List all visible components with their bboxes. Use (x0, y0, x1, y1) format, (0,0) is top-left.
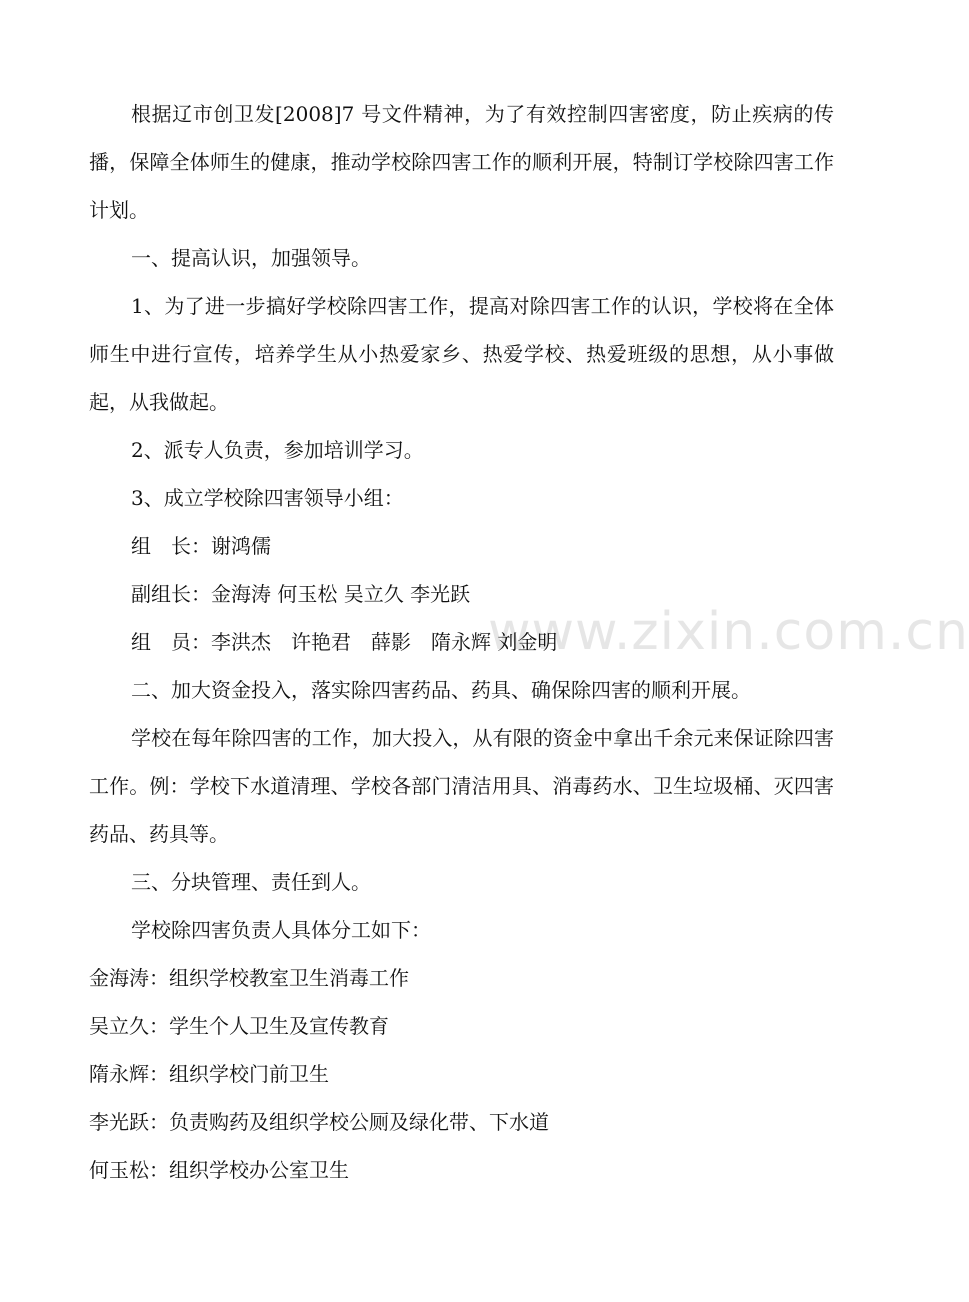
section-heading-3: 三、分块管理、责任到人。 (131, 870, 371, 894)
duty-line: 金海涛：组织学校教室卫生消毒工作 (89, 966, 409, 990)
duty-line: 隋永辉：组织学校门前卫生 (89, 1062, 329, 1086)
duty-line: 李光跃：负责购药及组织学校公厕及绿化带、下水道 (89, 1110, 549, 1134)
division-intro: 学校除四害负责人具体分工如下： (131, 918, 431, 942)
paragraph-item-1: 1、为了进一步搞好学校除四害工作，提高对除四害工作的认识，学校将在全体师生中进行宣传，培养学生从小热爱家乡、热爱学校、热爱班级的思想，从小事做起，从我做起。 (89, 294, 834, 414)
paragraph-intro: 根据辽市创卫发[2008]7 号文件精神，为了有效控制四害密度，防止疾病的传播，保障全体师生的健康，推动学校除四害工作的顺利开展，特制订学校除四害工作计划。 (89, 102, 834, 222)
leader-line: 组 长：谢鸿儒 (131, 534, 271, 558)
paragraph-funding: 学校在每年除四害的工作，加大投入，从有限的资金中拿出千余元来保证除四害工作。例：学校下水道清理、学校各部门清洁用具、消毒药水、卫生垃圾桶、灭四害药品、药具等。 (89, 726, 834, 846)
section-heading-2: 二、加大资金投入，落实除四害药品、药具、确保除四害的顺利开展。 (131, 678, 751, 702)
paragraph-item-3: 3、成立学校除四害领导小组： (131, 486, 404, 510)
duty-line: 何玉松：组织学校办公室卫生 (89, 1158, 349, 1182)
members-line: 组 员：李洪杰 许艳君 薛影 隋永辉 刘金明 (131, 630, 558, 654)
watermark-text: www.zixin.com.cn (488, 602, 969, 662)
paragraph-item-2: 2、派专人负责，参加培训学习。 (131, 438, 424, 462)
document-body (89, 90, 834, 1194)
duty-line: 吴立久：学生个人卫生及宣传教育 (89, 1014, 389, 1038)
deputy-leader-line: 副组长：金海涛 何玉松 吴立久 李光跃 (131, 582, 471, 606)
section-heading-1: 一、提高认识，加强领导。 (131, 246, 371, 270)
